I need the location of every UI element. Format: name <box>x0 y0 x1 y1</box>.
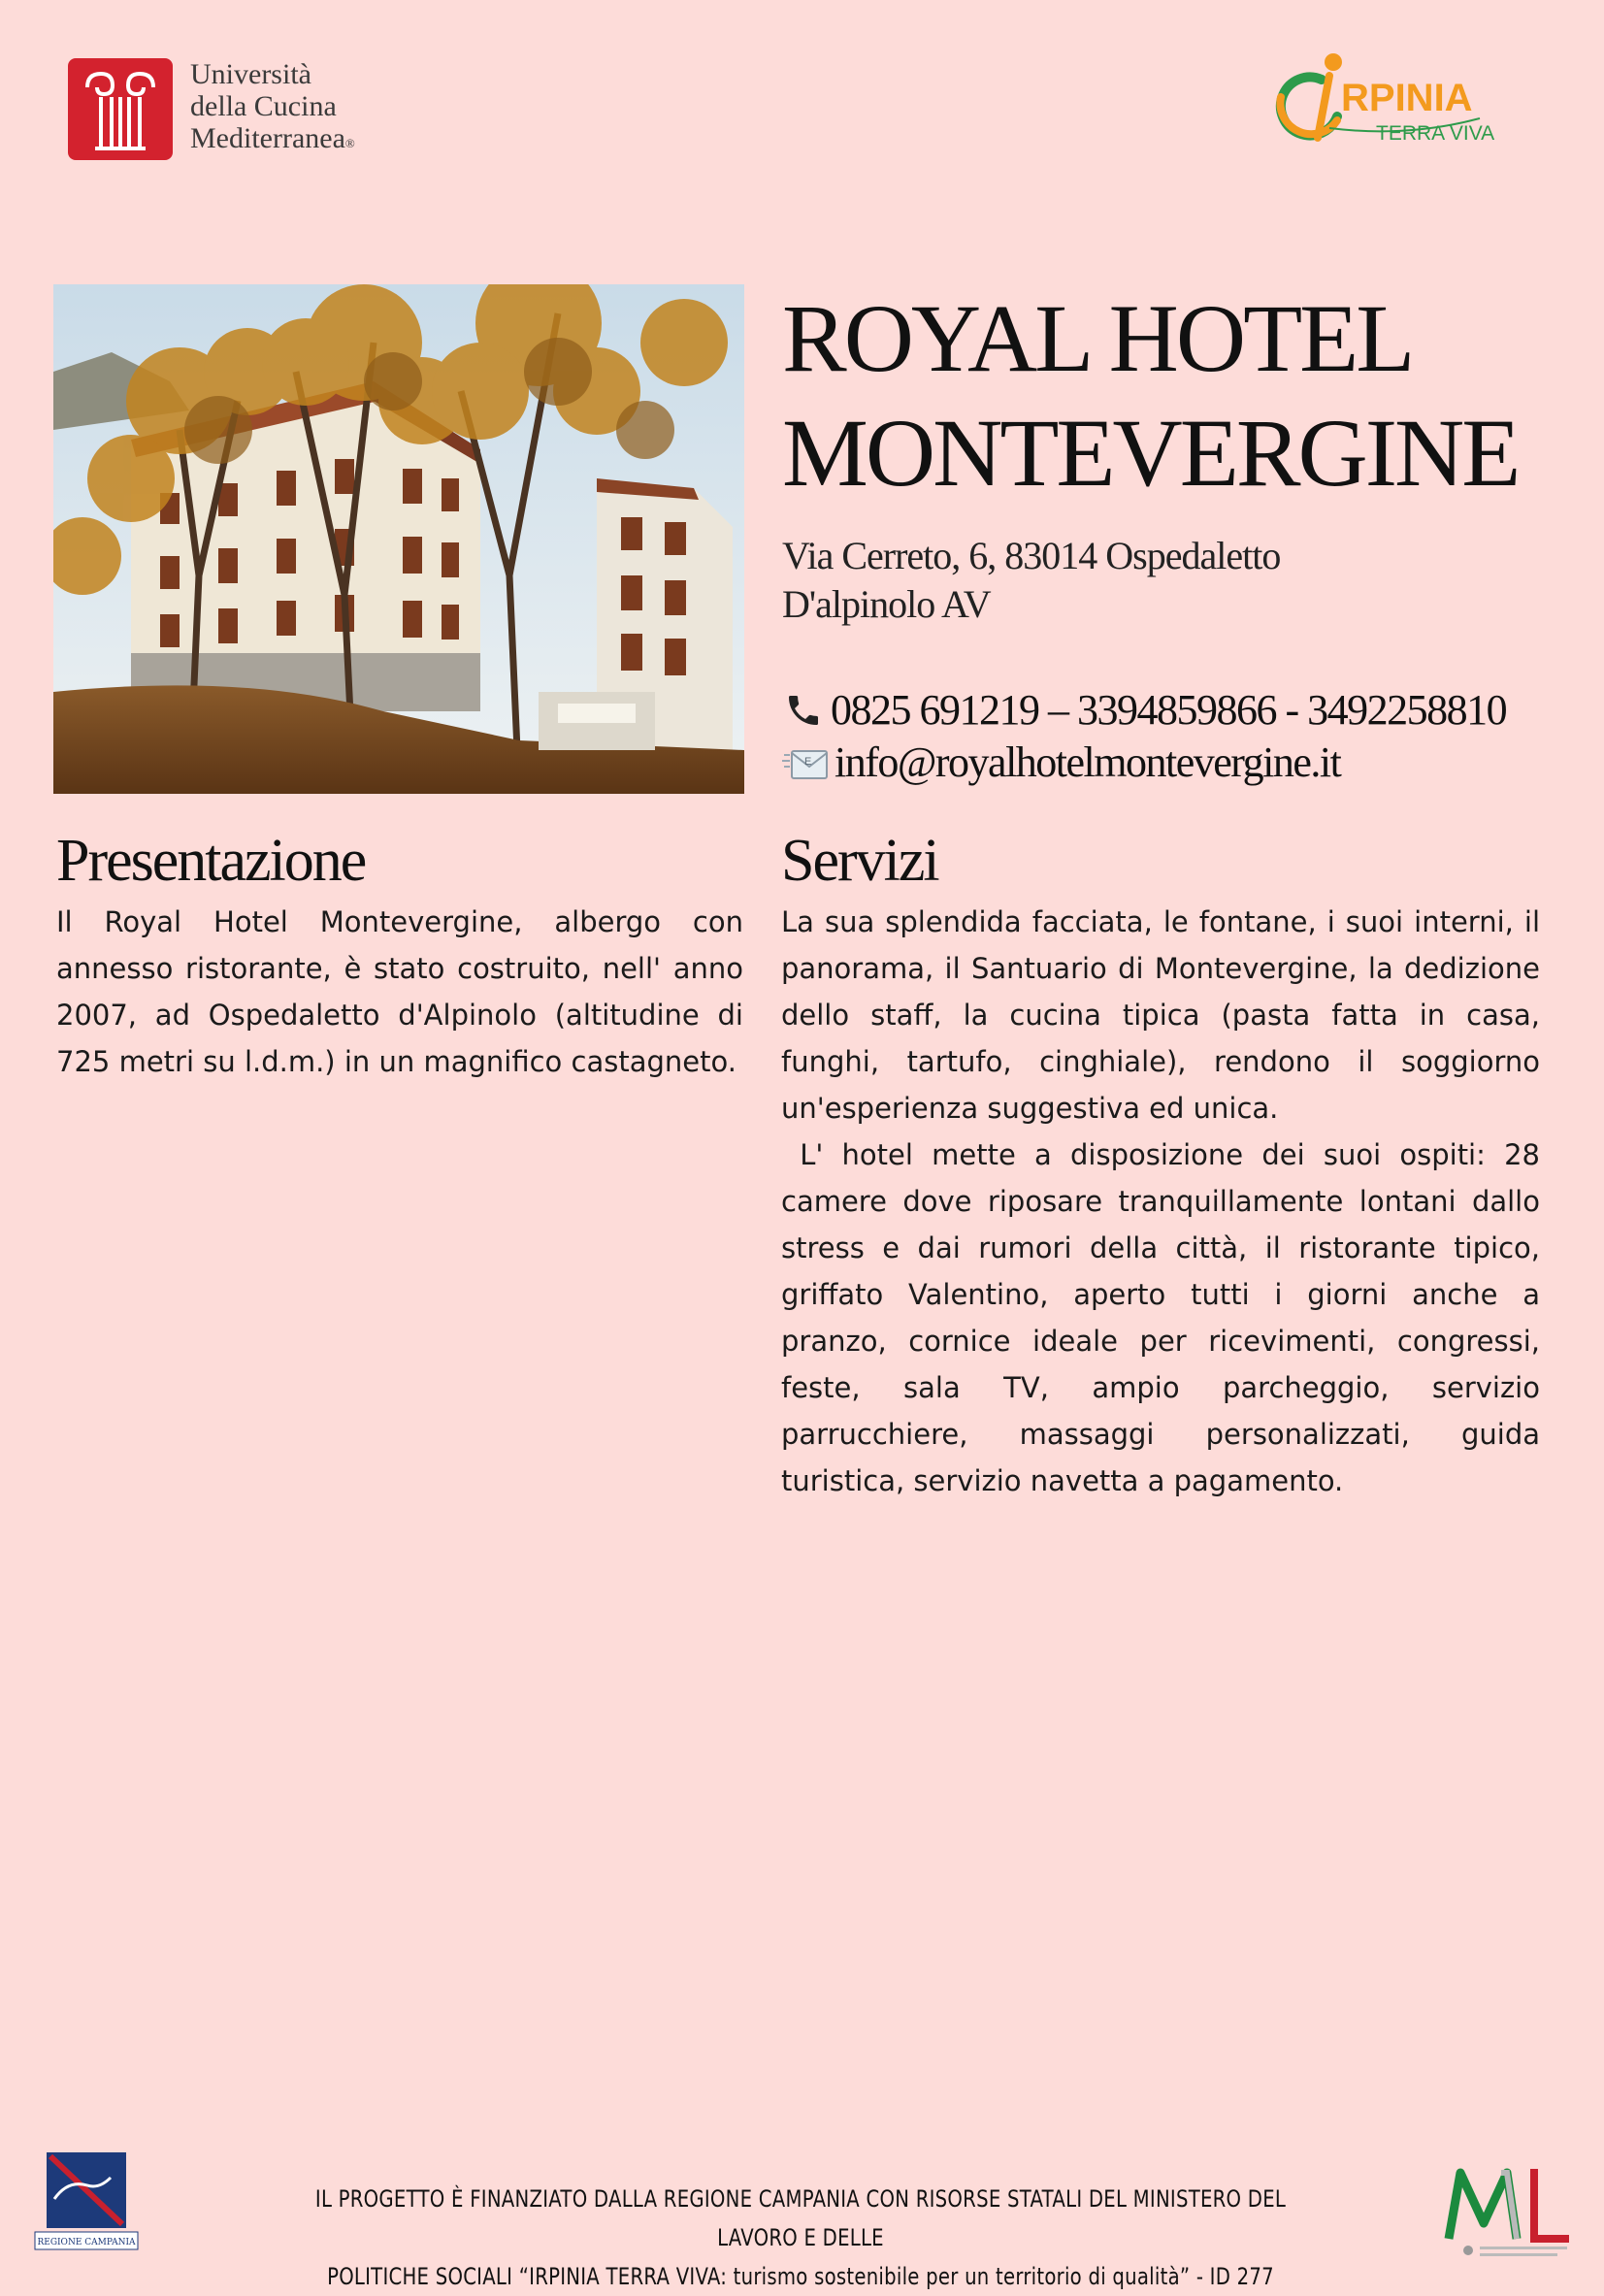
regione-label: REGIONE CAMPANIA <box>37 2238 136 2247</box>
email-address[interactable]: info@royalhotelmontevergine.it <box>835 738 1341 786</box>
servizi-text <box>781 899 1540 1504</box>
hotel-title <box>782 281 1558 510</box>
regione-campania-crest-icon <box>29 2150 144 2251</box>
email-icon <box>782 747 829 782</box>
ministero-ml-icon <box>1441 2159 1577 2261</box>
irpinia-name: RPINIA <box>1341 77 1473 119</box>
servizi-paragraph1: La sua splendida facciata, le fontane, i suoi interni, il panorama, il Santuario di Montevergine, la dedizione dello staff, la cucina tipica (pasta fatta in casa, funghi, tartufo, cinghiale), rendono il soggiorno un'esperienza suggestiva ed unica. <box>781 905 1540 1125</box>
irpinia-logo-icon <box>1261 49 1519 150</box>
hotel-building-image <box>53 284 744 794</box>
udcm-wordmark <box>190 58 355 159</box>
irpinia-terra-viva-logo <box>1261 49 1519 150</box>
footer-line2: POLITICHE SOCIALI “IRPINIA TERRA VIVA: turismo sostenibile per un territorio di qualità” - ID 277 <box>327 2263 1274 2290</box>
phone-numbers[interactable]: 0825 691219 – 3394859866 - 3492258810 <box>831 686 1507 734</box>
udcm-column-icon <box>68 58 173 160</box>
servizi-paragraph2: L' hotel mette a disposizione dei suoi ospiti: 28 camere dove riposare tranquillamente lontani dallo stress e dai rumori della città, il ristorante tipico, griffato Valentino, aperto tutti i giorni anche a pranzo, cornice ideale per ricevimenti, congressi, feste, sala TV, ampio parcheggio, servizio parrucchiere, massaggi personalizzati, guida turistica, servizio navetta a pagamento. <box>781 1138 1540 1497</box>
udcm-line3 <box>190 122 355 159</box>
regione-campania-logo <box>29 2150 144 2251</box>
svg-text:E: E <box>804 756 810 768</box>
registered-mark: ® <box>344 136 355 150</box>
address-line2: D'alpinolo AV <box>782 582 991 626</box>
udcm-line2: della Cucina <box>190 90 337 122</box>
footer-line1: IL PROGETTO È FINANZIATO DALLA REGIONE CAMPANIA CON RISORSE STATALI DEL MINISTERO DEL LAVORO E DELLE <box>314 2185 1287 2251</box>
servizi-heading: Servizi <box>781 828 938 894</box>
udcm-line1: Università <box>190 58 311 90</box>
email-row <box>782 738 1558 788</box>
phone-row <box>782 685 1558 736</box>
footer-funding-note <box>287 2180 1314 2296</box>
presentazione-heading: Presentazione <box>56 828 366 894</box>
phone-icon <box>782 691 825 730</box>
address-line1: Via Cerreto, 6, 83014 Ospedaletto <box>782 534 1281 577</box>
hotel-address <box>782 532 1539 629</box>
udcm-logo <box>68 58 398 163</box>
irpinia-tagline: TERRA VIVA <box>1376 122 1495 145</box>
udcm-line3-text: Mediterranea <box>190 122 345 154</box>
hotel-title-line1: ROYAL HOTEL <box>782 284 1413 392</box>
presentazione-text: Il Royal Hotel Montevergine, albergo con annesso ristorante, è stato costruito, nell' anno 2007, ad Ospedaletto d'Alpinolo (altitudine di 725 metri su l.d.m.) in un magnifico castagneto. <box>56 905 743 1078</box>
ministero-lavoro-logo <box>1441 2159 1577 2261</box>
hotel-photo <box>53 284 744 794</box>
hotel-title-line2: MONTEVERGINE <box>782 399 1519 507</box>
